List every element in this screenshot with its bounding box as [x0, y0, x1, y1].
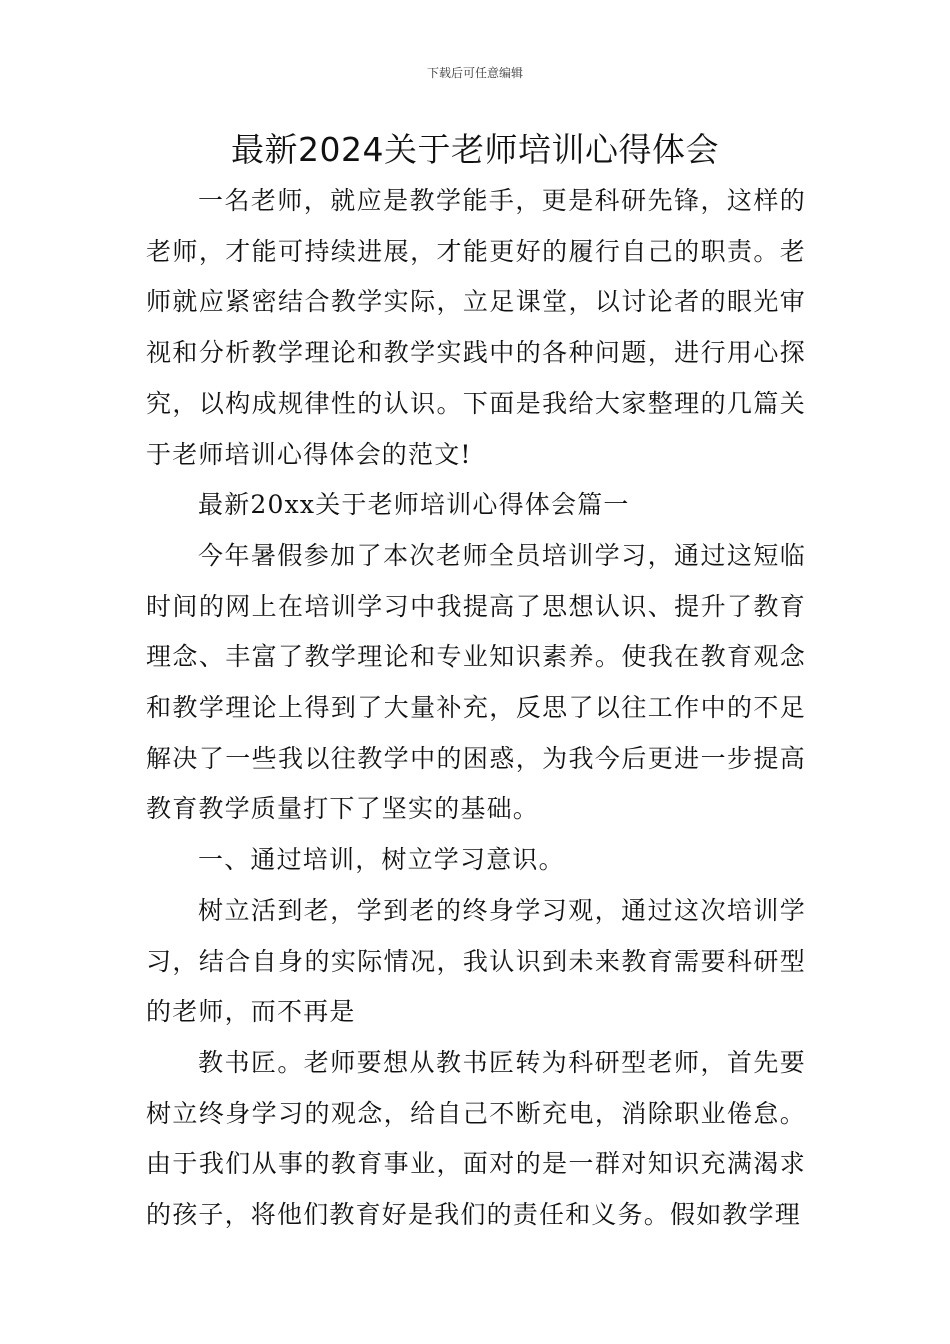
paragraph-lifelong-learning: 树立活到老，学到老的终身学习观，通过这次培训学习，结合自身的实际情况，我认识到未来教育需要科研型的老师，而不再是 — [146, 895, 806, 1027]
subheading-learning-awareness: 一、通过培训，树立学习意识。 — [198, 845, 565, 875]
paragraph-intro: 一名老师，就应是教学能手，更是科研先锋，这样的老师，才能可持续进展，才能更好的履行自己的职责。老师就应紧密结合教学实际，立足课堂，以讨论者的眼光审视和分析教学理论和教学实践中的各种问题，进行用心探究，以构成规律性的认识。下面是我给大家整理的几篇关于老师培训心得体会的范文! — [146, 186, 806, 469]
document-body — [146, 176, 806, 1241]
paragraph-summer-training: 今年暑假参加了本次老师全员培训学习，通过这短临时间的网上在培训学习中我提高了思想认识、提升了教育理念、丰富了教学理论和专业知识素养。使我在教育观念和教学理论上得到了大量补充，反思了以往工作中的不足解决了一些我以往教学中的困惑，为我今后更进一步提高教育教学质量打下了坚实的基础。 — [146, 540, 806, 824]
document-title: 最新2024关于老师培训心得体会 — [231, 130, 719, 169]
section-heading-part-one: 最新20xx关于老师培训心得体会篇一 — [198, 490, 630, 520]
paragraph-research-teacher: 教书匠。老师要想从教书匠转为科研型老师，首先要树立终身学习的观念，给自己不断充电，消除职业倦怠。由于我们从事的教育事业，面对的是一群对知识充满渴求的孩子，将他们教育好是我们的责任和义务。假如教学理 — [146, 1047, 806, 1230]
header-note: 下载后可任意编辑 — [426, 66, 523, 80]
